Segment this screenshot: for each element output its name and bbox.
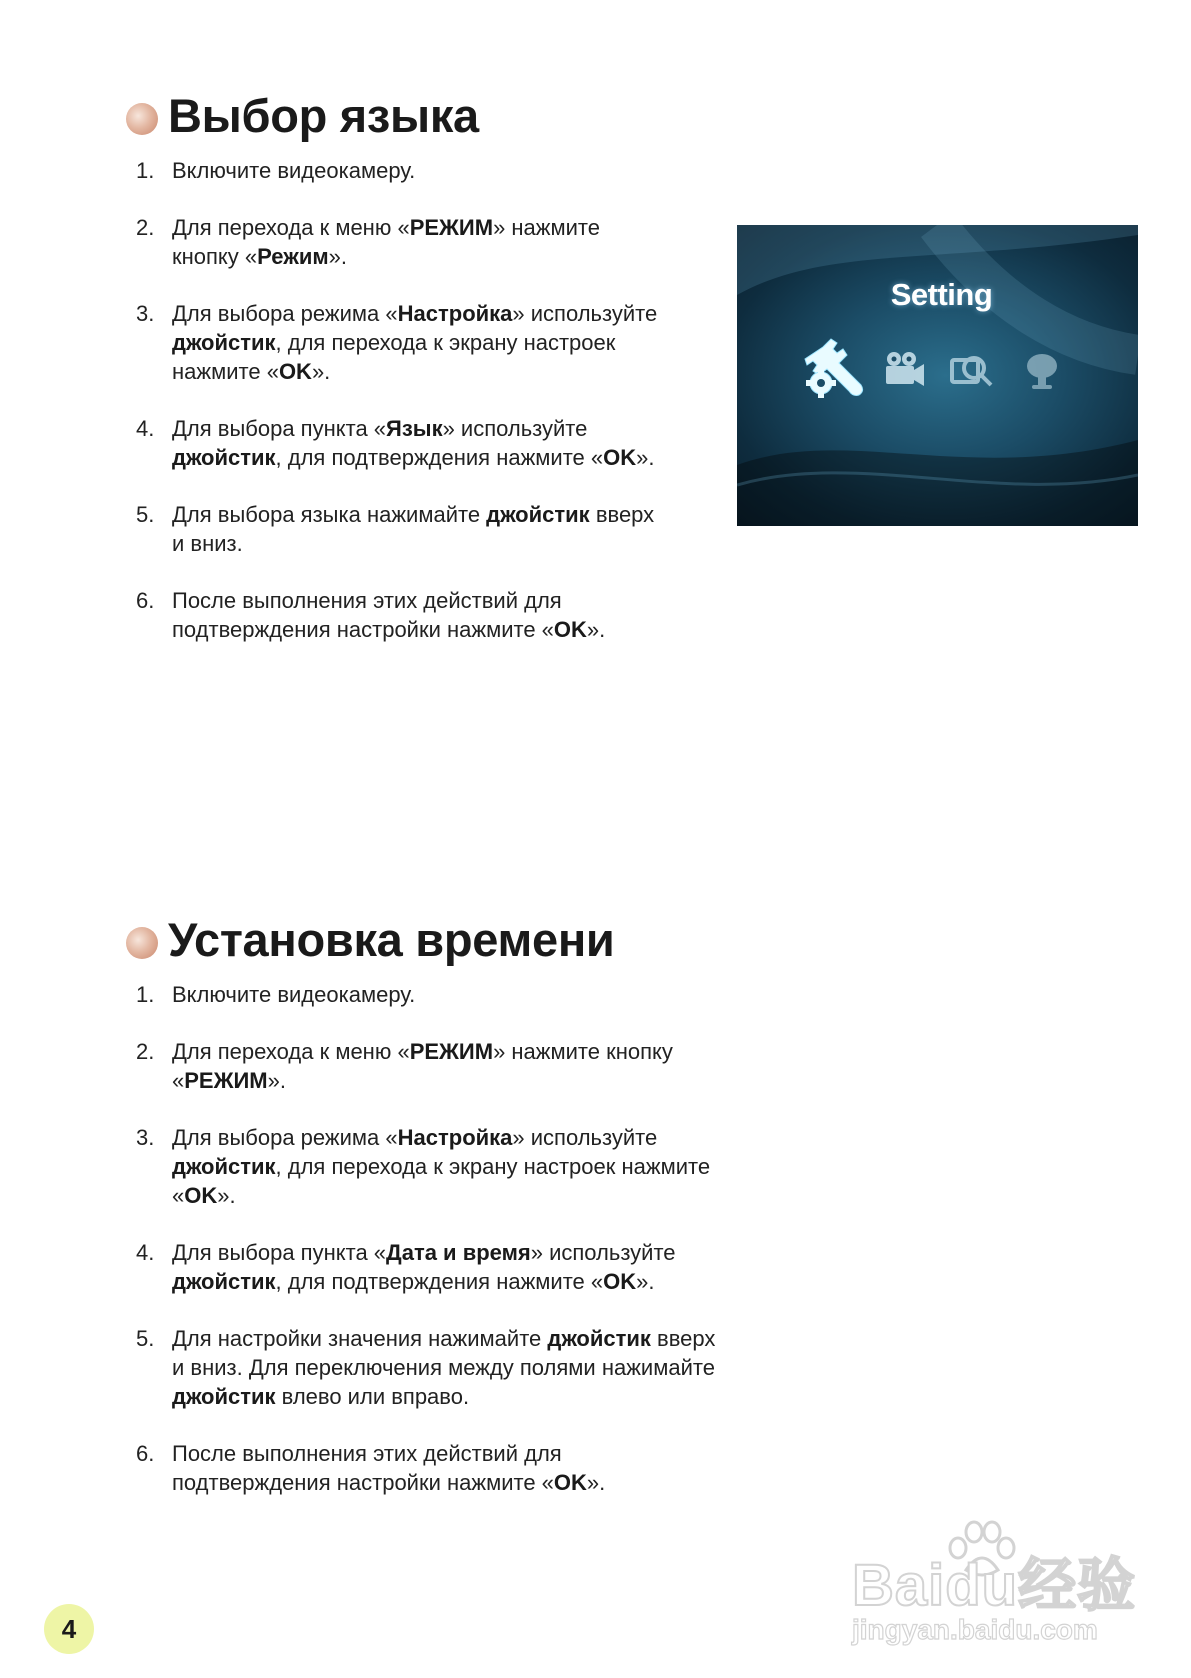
- step-number: 4.: [136, 416, 155, 441]
- step-text: Для выбора режима «: [172, 1125, 398, 1150]
- watermark-brand: Baidu经验: [852, 1553, 1137, 1618]
- step-text-bold: джойстик: [172, 1154, 276, 1179]
- step-text-bold: джойстик: [172, 330, 276, 355]
- step-text-bold: Режим: [257, 244, 329, 269]
- step-number: 2.: [136, 215, 155, 240]
- step-text: , для перехода к экрану настроек: [275, 330, 616, 355]
- step-number: 1.: [136, 982, 155, 1007]
- page-number: 4: [44, 1604, 94, 1654]
- steps-list: [126, 156, 657, 644]
- playback-search-icon: [950, 350, 994, 390]
- section-heading: [126, 910, 715, 970]
- step-text-bold: Дата и время: [386, 1240, 531, 1265]
- step-text: » используйте: [512, 1125, 658, 1150]
- step-text: ».: [636, 1269, 655, 1294]
- step-text: «: [172, 1068, 185, 1093]
- step-text: После выполнения этих действий для: [172, 1441, 562, 1466]
- step-text: «: [172, 1183, 185, 1208]
- step-text: влево или вправо.: [275, 1384, 470, 1409]
- step-text: вверх: [589, 502, 655, 527]
- microphone-icon: [1023, 352, 1061, 392]
- step-text: ».: [328, 244, 347, 269]
- watermark-url: jingyan.baidu.com: [852, 1614, 1098, 1645]
- step-text: подтверждения настройки нажмите «: [172, 1470, 554, 1495]
- step-item: [126, 299, 657, 386]
- step-item: [126, 1324, 715, 1411]
- step-text: » используйте: [530, 1240, 676, 1265]
- settings-wrench-gear-icon: [803, 337, 867, 401]
- step-number: 5.: [136, 502, 155, 527]
- step-text: Включите видеокамеру.: [172, 158, 416, 183]
- section-heading: [126, 86, 657, 146]
- step-item: [126, 1238, 715, 1296]
- step-text-bold: Язык: [386, 416, 443, 441]
- step-item: [126, 500, 657, 558]
- step-text: ».: [636, 445, 655, 470]
- step-number: 1.: [136, 158, 155, 183]
- step-item: [126, 1123, 715, 1210]
- step-text-bold: Настройка: [397, 1125, 513, 1150]
- heading-bullet-icon: [126, 927, 158, 959]
- step-number: 3.: [136, 301, 155, 326]
- step-text: кнопку «: [172, 244, 258, 269]
- step-text: » нажмите кнопку: [493, 1039, 673, 1064]
- step-text-bold: джойстик: [172, 1269, 276, 1294]
- step-item: [126, 213, 657, 271]
- step-text: ».: [217, 1183, 236, 1208]
- step-text: , для подтверждения нажмите «: [275, 1269, 604, 1294]
- step-text-bold: джойстик: [172, 1384, 276, 1409]
- step-text-bold: OK: [278, 359, 312, 384]
- step-text-bold: РЕЖИМ: [184, 1068, 268, 1093]
- step-text-bold: джойстик: [547, 1326, 651, 1351]
- step-number: 6.: [136, 588, 155, 613]
- step-text: Для выбора языка нажимайте: [172, 502, 487, 527]
- step-text: вверх: [650, 1326, 716, 1351]
- camera-screen-illustration: [737, 225, 1138, 526]
- section-time: [126, 910, 715, 1497]
- step-number: 2.: [136, 1039, 155, 1064]
- step-text: Для выбора пункта «: [172, 416, 387, 441]
- section-language: [126, 86, 657, 644]
- step-text: ».: [311, 359, 331, 384]
- step-text-bold: OK: [603, 1269, 637, 1294]
- step-text: ».: [267, 1068, 286, 1093]
- step-text: подтверждения настройки нажмите «: [172, 617, 554, 642]
- steps-list: [126, 980, 715, 1497]
- step-number: 4.: [136, 1240, 155, 1265]
- step-item: [126, 1037, 715, 1095]
- baidu-watermark: [852, 1518, 1142, 1648]
- step-text: » нажмите: [493, 215, 600, 240]
- screen-title: Setting: [890, 277, 993, 312]
- step-text: Включите видеокамеру.: [172, 982, 416, 1007]
- step-text-bold: РЕЖИМ: [409, 215, 494, 240]
- step-number: 5.: [136, 1326, 155, 1351]
- step-text: , для перехода к экрану настроек нажмите: [275, 1154, 711, 1179]
- step-text: После выполнения этих действий для: [172, 588, 562, 613]
- step-text-bold: джойстик: [486, 502, 590, 527]
- step-text: Для выбора режима «: [172, 301, 398, 326]
- step-text-bold: OK: [553, 617, 587, 642]
- step-text-bold: Настройка: [397, 301, 513, 326]
- step-number: 6.: [136, 1441, 155, 1466]
- step-item: [126, 414, 657, 472]
- step-text-bold: OK: [553, 1470, 587, 1495]
- step-text: Для настройки значения нажимайте: [172, 1326, 548, 1351]
- step-text: и вниз.: [172, 531, 243, 556]
- step-text: , для подтверждения нажмите «: [275, 445, 604, 470]
- movie-camera-icon: [882, 350, 926, 390]
- step-text: Для выбора пункта «: [172, 1240, 387, 1265]
- step-item: [126, 586, 657, 644]
- step-number: 3.: [136, 1125, 155, 1150]
- screen-background-waves: [737, 225, 1138, 526]
- step-text: » используйте: [442, 416, 588, 441]
- step-text: ».: [586, 617, 606, 642]
- step-item: [126, 980, 715, 1009]
- section-title: Установка времени: [168, 913, 615, 966]
- step-text: и вниз. Для переключения между полями нажимайте: [172, 1355, 715, 1380]
- step-text-bold: OK: [603, 445, 637, 470]
- heading-bullet-icon: [126, 103, 158, 135]
- step-text: Для перехода к меню «: [172, 1039, 410, 1064]
- step-text: » используйте: [512, 301, 658, 326]
- step-item: [126, 1439, 715, 1497]
- step-text-bold: OK: [184, 1183, 218, 1208]
- step-item: [126, 156, 657, 185]
- step-text: нажмите «: [172, 359, 279, 384]
- step-text: Для перехода к меню «: [172, 215, 410, 240]
- step-text: ».: [586, 1470, 606, 1495]
- step-text-bold: джойстик: [172, 445, 276, 470]
- step-text-bold: РЕЖИМ: [409, 1039, 494, 1064]
- section-title: Выбор языка: [168, 89, 479, 142]
